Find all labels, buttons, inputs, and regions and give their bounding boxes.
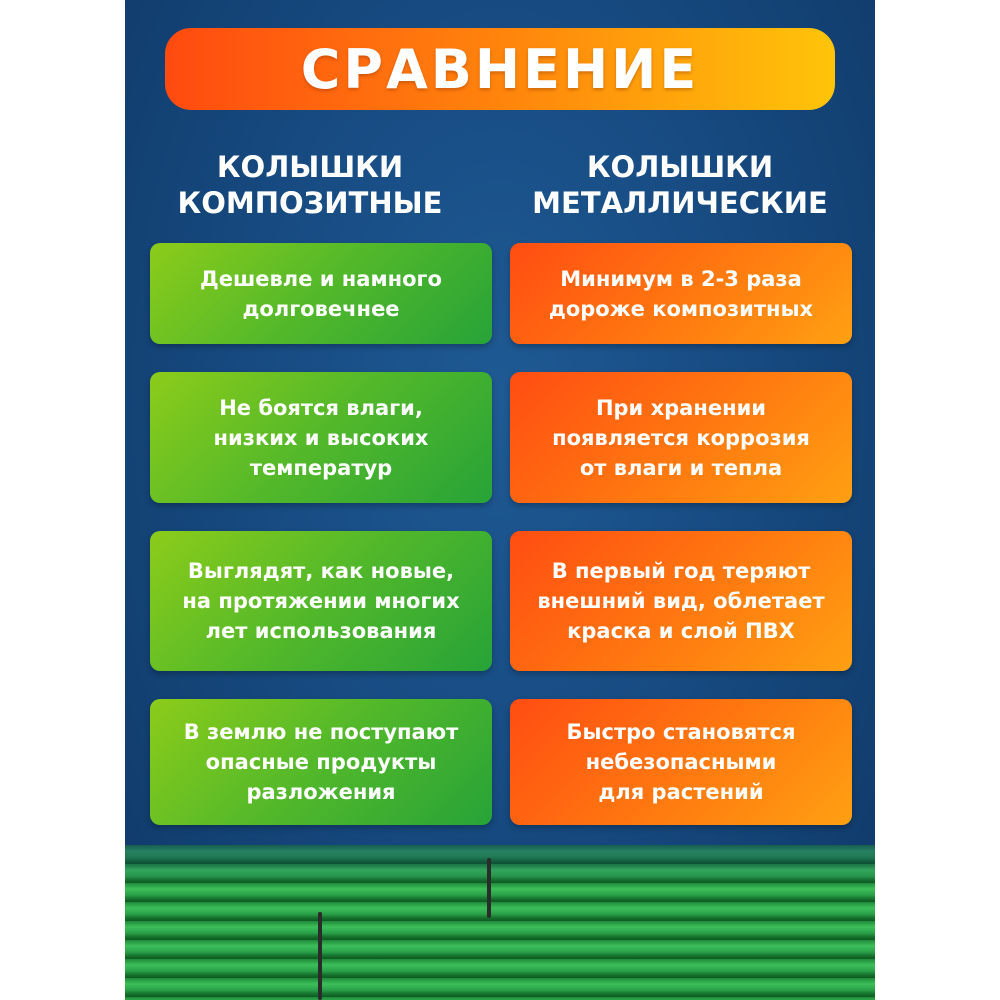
- card-text-line: небезопасными: [585, 750, 777, 774]
- metal-card-corrosion: [510, 372, 852, 503]
- composite-card-appearance: [150, 531, 492, 671]
- metal-header-line-2: МЕТАЛЛИЧЕСКИЕ: [532, 186, 828, 220]
- metal-card-appearance: [510, 531, 852, 671]
- card-text-line: Выглядят, как новые,: [187, 559, 455, 583]
- composite-header-line-1: КОЛЫШКИ: [216, 150, 404, 184]
- card-text-line: для растений: [598, 780, 764, 804]
- metal-header-line-1: КОЛЫШКИ: [586, 150, 774, 184]
- card-text-line: В первый год теряют: [551, 559, 811, 583]
- card-text-line: на протяжении многих: [182, 589, 460, 613]
- card-text-line: В землю не поступают: [183, 720, 459, 744]
- comparison-poster: [125, 0, 875, 1000]
- card-text-line: краска и слой ПВХ: [567, 619, 795, 643]
- card-text-line: низких и высоких: [213, 425, 429, 450]
- card-text-line: лет использования: [205, 619, 437, 643]
- card-text-line: от влаги и тепла: [579, 455, 783, 480]
- metal-column-header: [500, 145, 860, 225]
- metal-card-price: [510, 243, 852, 344]
- binding-wire: [318, 912, 322, 1000]
- card-text-line: внешний вид, облетает: [537, 589, 825, 613]
- composite-card-safety: [150, 699, 492, 825]
- binding-wire: [487, 858, 491, 918]
- card-text-line: Быстро становятся: [566, 720, 796, 744]
- card-text-line: Минимум в 2-3 раза: [560, 266, 802, 291]
- card-text-line: Дешевле и намного: [200, 266, 442, 291]
- title-banner: [165, 28, 835, 110]
- composite-card-weather: [150, 372, 492, 503]
- card-text-line: опасные продукты: [205, 750, 437, 774]
- metal-card-safety: [510, 699, 852, 825]
- composite-header-line-2: КОМПОЗИТНЫЕ: [177, 186, 443, 220]
- card-text-line: долговечнее: [242, 296, 400, 321]
- card-text-line: Не боятся влаги,: [219, 395, 423, 420]
- card-text-line: температур: [249, 455, 393, 480]
- card-text-line: При хранении: [595, 395, 767, 420]
- composite-column-header: [130, 145, 490, 225]
- card-text-line: появляется коррозия: [552, 425, 810, 450]
- page-title: СРАВНЕНИЕ: [300, 37, 700, 101]
- card-text-line: дороже композитных: [548, 296, 814, 321]
- card-text-line: разложения: [246, 780, 396, 804]
- stakes-shadow: [125, 845, 875, 1000]
- composite-card-price: [150, 243, 492, 344]
